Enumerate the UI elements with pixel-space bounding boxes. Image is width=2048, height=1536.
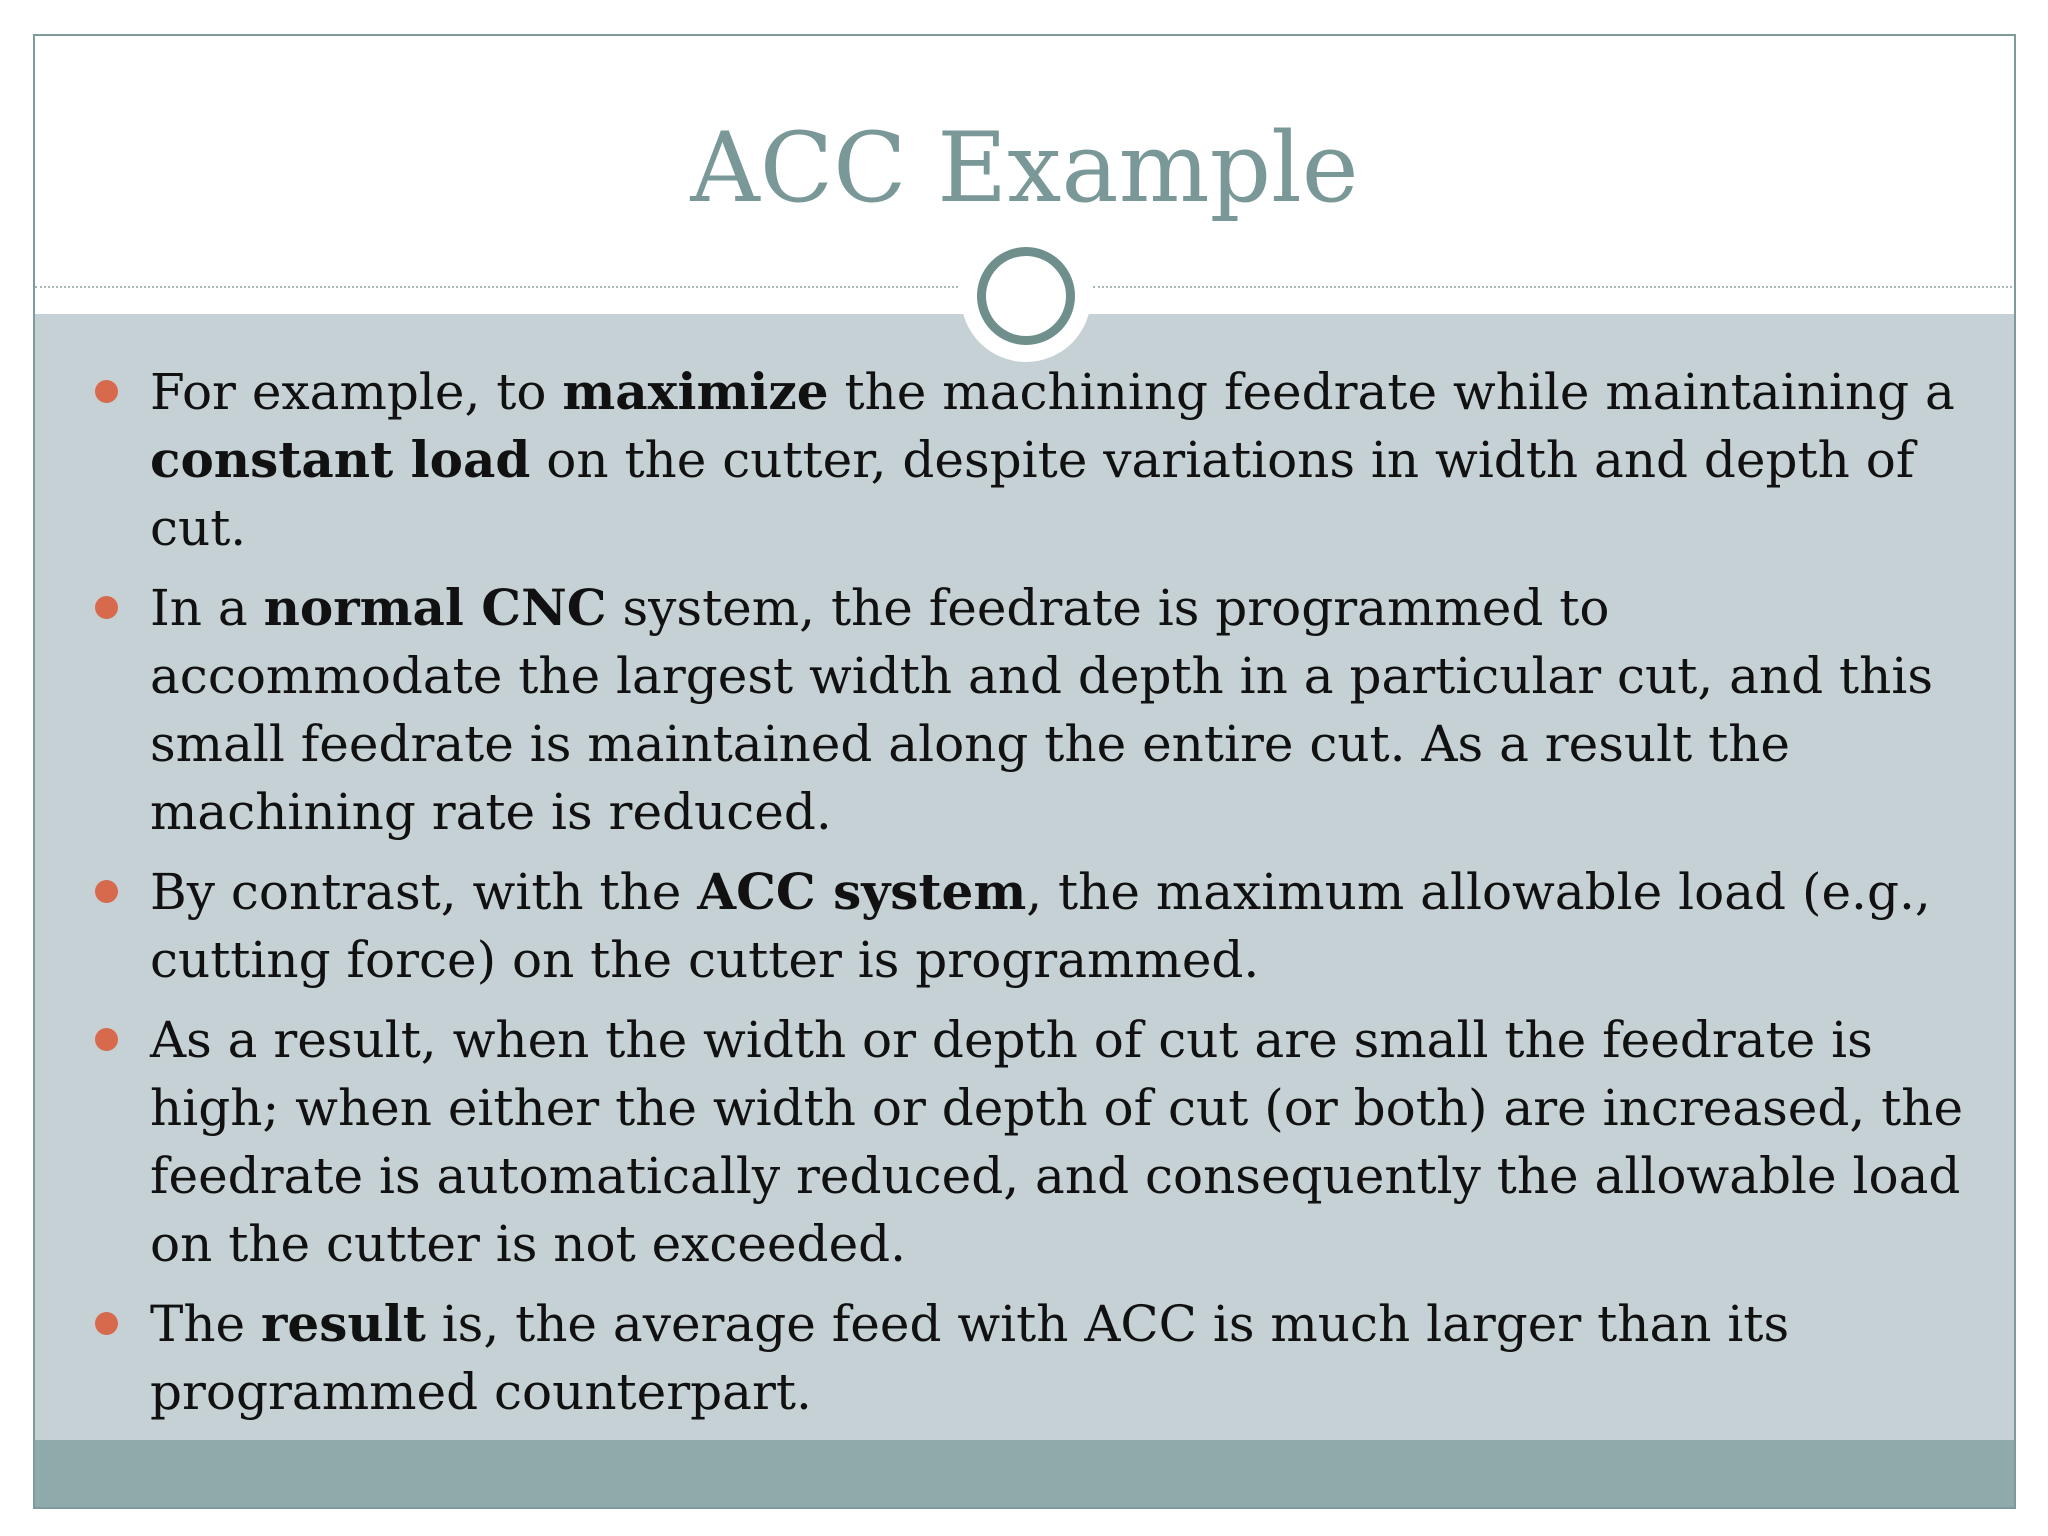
bullet-text-part: system, the feedrate is programmed to accommodate the largest width and depth in a particular cut, and this small feedrate is maintained along the entire cut. As a result the machining rate is reduced. [150,579,1933,841]
slide [33,34,2016,1509]
title-divider-right [1093,286,2016,288]
bullet-text-emphasis: maximize [562,362,829,421]
bullet-text-part: In a [150,579,264,637]
circle-ornament-icon [977,247,1075,345]
bullet-text-emphasis: constant load [150,430,531,489]
bullet-text-emphasis: normal CNC [263,578,607,637]
bullet-dot-icon [95,380,118,403]
bullet-dot-icon [95,1312,118,1335]
bullet-text-part: For example, to [150,363,563,421]
footer-band [35,1440,2014,1509]
bullet-text-part: on the cutter, despite variations in width and depth of cut. [150,431,1915,557]
bullet-item [35,1290,2014,1426]
bullet-item [35,574,2014,846]
bullet-text-part: The [150,1295,262,1353]
bullet-item [35,858,2014,994]
bullet-dot-icon [95,596,118,619]
bullet-list [35,358,2014,1438]
bullet-text-emphasis: result [261,1294,426,1353]
bullet-text-part: is, the average feed with ACC is much larger than its programmed counterpart. [150,1295,1790,1421]
bullet-text-emphasis: ACC system [697,862,1027,921]
bullet-text-part: By contrast, with the [150,863,698,921]
bullet-item [35,358,2014,562]
bullet-item [35,1006,2014,1278]
bullet-dot-icon [95,1028,118,1051]
slide-title: ACC Example [690,112,1359,224]
bullet-dot-icon [95,880,118,903]
title-divider-left [35,286,958,288]
bullet-text-part: As a result, when the width or depth of cut are small the feedrate is high; when either the width or depth of cut (or both) are increased, the feedrate is automatically reduced, and consequently the allowable load on the cutter is not exceeded. [150,1011,1964,1273]
bullet-text-part: the machining feedrate while maintaining a [828,363,1955,421]
bullet-text-part: , the maximum allowable load (e.g., cutting force) on the cutter is programmed. [150,863,1931,989]
